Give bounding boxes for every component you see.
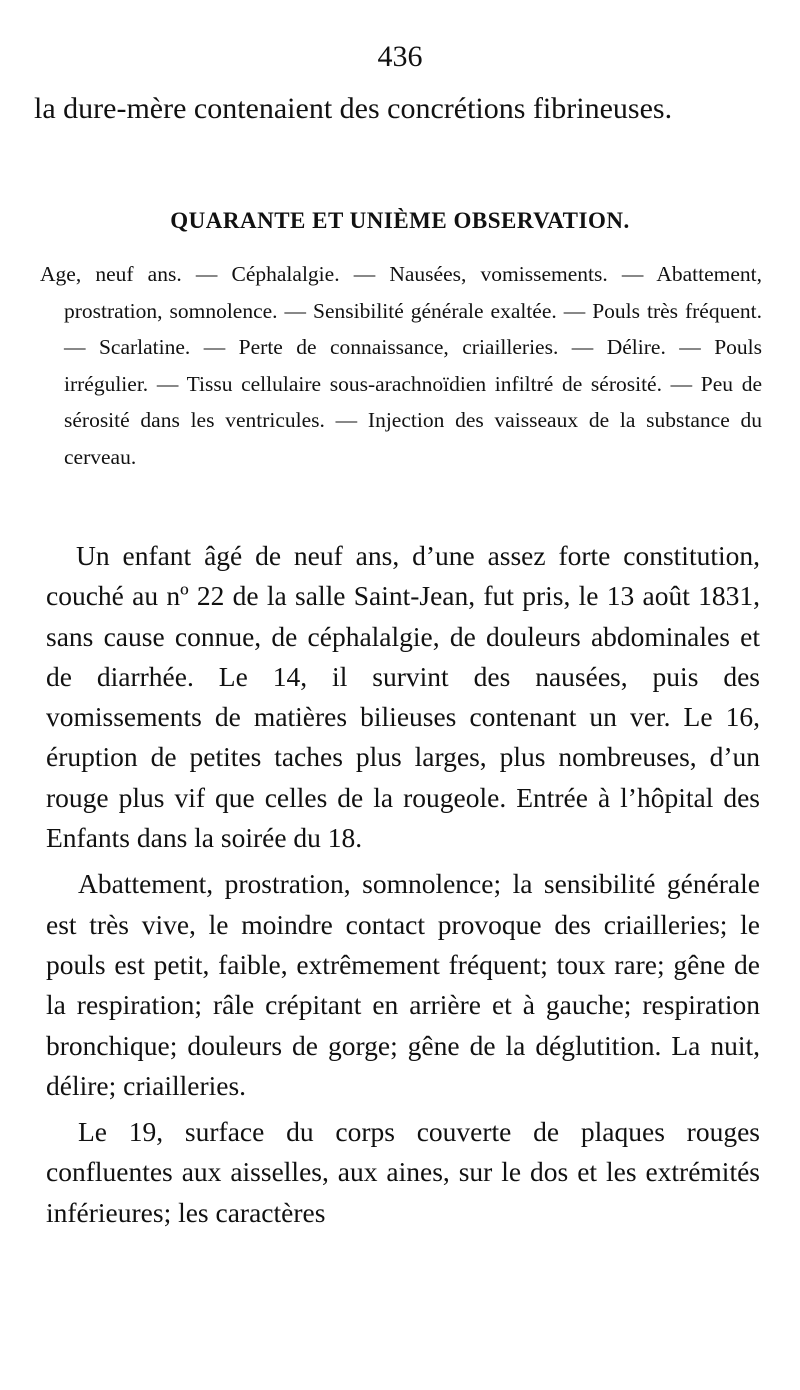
continued-text: la dure-mère contenaient des concrétions fibrineuses. (34, 92, 673, 125)
observation-title: QUARANTE ET UNIÈME OBSERVATION. (170, 208, 630, 233)
paragraph-2: Abattement, prostration, somnolence; la sensibilité générale est très vive, le moindre contact provoque des criailleries; le pouls est petit, faible, extrêmement fréquent; toux rare; gêne de la respiration; râle crépitant en arrière et à gauche; respiration bronchique; douleurs de gorge; gêne de la déglutition. La nuit, délire; criailleries. (46, 868, 760, 1101)
observation-body (46, 536, 760, 1239)
paragraph-3: Le 19, surface du corps couverte de plaques rouges confluentes aux aisselles, aux aines, sur le dos et les extrémités inférieures; les caractères (46, 1116, 760, 1228)
summary-text: Age, neuf ans. — Céphalalgie. — Nausées, vomissements. — Abattement, prostration, somnolence. — Sensibilité générale exaltée. — Pouls très fréquent. — Scarlatine. — Perte de connaissance, criailleries. — Délire. — Pouls irrégulier. — Tissu cellulaire sous-arachnoïdien infiltré de sérosité. — Peu de sérosité dans les ventricules. — Injection des vaisseaux de la substance du cerveau. (40, 262, 762, 469)
paragraph-1: Un enfant âgé de neuf ans, d’une assez forte constitution, couché au nº 22 de la salle Saint-Jean, fut pris, le 13 août 1831, sans cause connue, de céphalalgie, de douleurs abdominales et de diarrhée. Le 14, il survint des nausées, puis des vomissements de matières bilieuses contenant un ver. Le 16, éruption de petites taches plus larges, plus nombreuses, d’un rouge plus vif que celles de la rougeole. Entrée à l’hôpital des Enfants dans la soirée du 18. (46, 540, 760, 854)
page-number: 436 (377, 40, 423, 73)
observation-summary (40, 256, 762, 475)
